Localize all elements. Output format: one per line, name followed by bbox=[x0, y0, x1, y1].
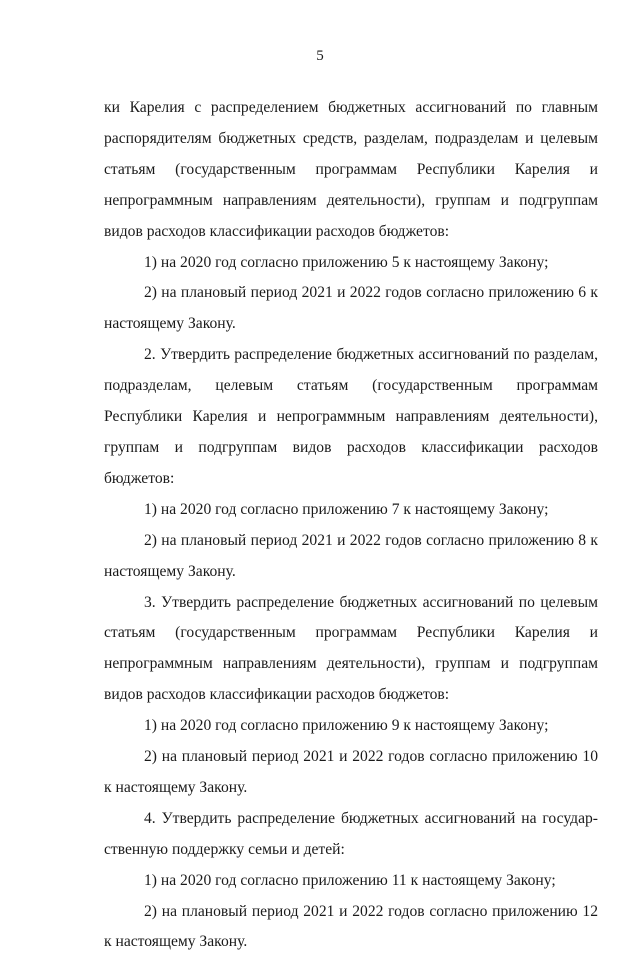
list-item-paragraph: 1) на 2020 год согласно приложению 11 к настоящему Закону; bbox=[144, 871, 556, 889]
list-item-paragraph: 2) на плановый период 2021 и 2022 годов согласно приложению 12 к настоящему Закону. bbox=[104, 902, 598, 951]
numbered-paragraph: 4. Утвердить распределение бюджетных ассигнований на государственную поддержку семьи и детей: bbox=[104, 809, 598, 858]
list-item-paragraph: 1) на 2020 год согласно приложению 5 к настоящему Закону; bbox=[144, 253, 549, 271]
paragraph-continuation: ки Карелия с распределением бюджетных ассигнований по главным распорядителям бюджетных средств, разделам, подразделам и целевым статьям (государственным программам Республики Карелия и непрограммным направлениям деятельности), группам и подгруппам видов расходов классификации расходов бюджетов: bbox=[104, 99, 598, 240]
list-item-paragraph: 2) на плановый период 2021 и 2022 годов согласно приложению 10 к настоящему Закону. bbox=[104, 748, 598, 796]
numbered-paragraph: 3. Утвердить распределение бюджетных ассигнований по целевым статьям (государственным программам Республики Карелия и непрограммным направлениям деятельности), группам и подгруппам видов расходов классификации расходов бюджетов: bbox=[104, 593, 598, 704]
list-item-paragraph: 2) на плановый период 2021 и 2022 годов согласно приложению 6 к настоящему Закону. bbox=[104, 284, 598, 333]
list-item-paragraph: 2) на плановый период 2021 и 2022 годов согласно приложению 8 к настоящему Закону. bbox=[104, 531, 598, 580]
numbered-paragraph: 2. Утвердить распределение бюджетных ассигнований по разделам, подразделам, целевым статьям (государственным программам Республики Карелия и непрограммным направлениям деятельности), группам и подгруппам видов расходов классификации расходов бюджетов: bbox=[104, 346, 598, 487]
document-body bbox=[104, 93, 598, 958]
list-item-paragraph: 1) на 2020 год согласно приложению 9 к настоящему Закону; bbox=[144, 717, 549, 735]
list-item-paragraph: 1) на 2020 год согласно приложению 7 к настоящему Закону; bbox=[144, 500, 549, 518]
page-number: 5 bbox=[316, 48, 324, 64]
